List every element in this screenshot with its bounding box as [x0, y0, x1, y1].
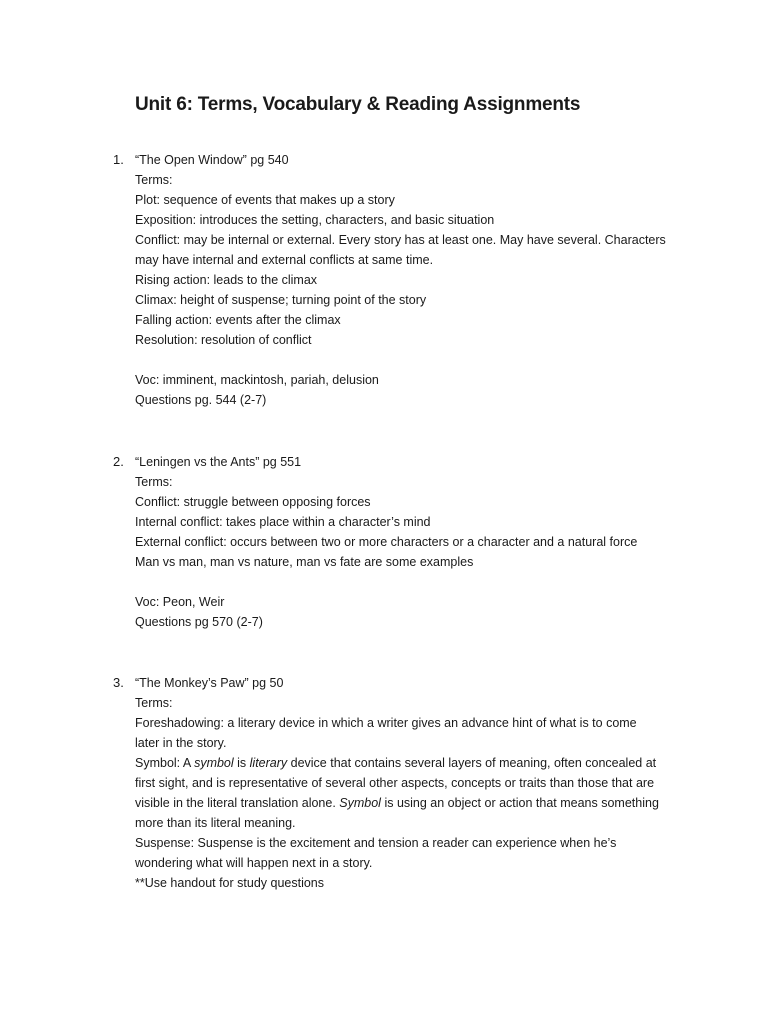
term-exposition: Exposition: introduces the setting, characters, and basic situation: [135, 213, 495, 227]
term-symbol-line-4: more than its literal meaning.: [135, 816, 296, 830]
symbol-line3-prefix: visible in the literal translation alone.: [135, 796, 340, 810]
term-plot: Plot: sequence of events that makes up a story: [135, 193, 395, 207]
conflict-examples: Man vs man, man vs nature, man vs fate are some examples: [135, 555, 474, 569]
terms-label: Terms:: [135, 475, 173, 489]
symbol-line3-italic: Symbol: [339, 796, 381, 810]
page-title: Unit 6: Terms, Vocabulary & Reading Assignments: [135, 94, 581, 115]
term-resolution: Resolution: resolution of conflict: [135, 333, 312, 347]
symbol-rest: device that contains several layers of meaning, often concealed at: [287, 756, 657, 770]
vocabulary-line: Voc: Peon, Weir: [135, 595, 225, 609]
term-foreshadowing-line-2: later in the story.: [135, 736, 227, 750]
term-conflict-line-2: may have internal and external conflicts at same time.: [135, 253, 434, 267]
questions-line: Questions pg. 544 (2-7): [135, 393, 267, 407]
item-content: [135, 452, 695, 632]
term-symbol-line-2: first sight, and is representative of several other aspects, concepts or traits than those that are: [135, 776, 655, 790]
item-content: [135, 150, 695, 410]
term-conflict: Conflict: struggle between opposing forces: [135, 495, 371, 509]
item-heading: “The Open Window” pg 540: [135, 153, 289, 167]
term-external-conflict: External conflict: occurs between two or more characters or a character and a natural force: [135, 535, 638, 549]
item-heading: “Leningen vs the Ants” pg 551: [135, 455, 302, 469]
term-falling-action: Falling action: events after the climax: [135, 313, 341, 327]
item-heading: “The Monkey’s Paw” pg 50: [135, 676, 284, 690]
term-rising-action: Rising action: leads to the climax: [135, 273, 318, 287]
symbol-line3-rest: is using an object or action that means something: [380, 796, 659, 810]
term-internal-conflict: Internal conflict: takes place within a character’s mind: [135, 515, 431, 529]
item-number: 1.: [113, 152, 124, 167]
handout-note: **Use handout for study questions: [135, 876, 325, 890]
questions-line: Questions pg 570 (2-7): [135, 615, 263, 629]
vocabulary-line: Voc: imminent, mackintosh, pariah, delusion: [135, 373, 379, 387]
spacer: [135, 350, 695, 370]
term-foreshadowing-line-1: Foreshadowing: a literary device in which a writer gives an advance hint of what is to come: [135, 716, 637, 730]
terms-label: Terms:: [135, 173, 173, 187]
term-suspense-line-2: wondering what will happen next in a story.: [135, 856, 373, 870]
symbol-prefix: Symbol: A: [135, 756, 195, 770]
symbol-italic-word: symbol: [194, 756, 234, 770]
term-conflict-line-1: Conflict: may be internal or external. Every story has at least one. May have several. Characters: [135, 233, 666, 247]
item-content: [135, 673, 695, 893]
term-symbol-line-3: [135, 793, 695, 813]
symbol-mid: is: [233, 756, 250, 770]
spacer: [135, 572, 695, 592]
term-symbol-line-1: [135, 753, 695, 773]
term-climax: Climax: height of suspense; turning point of the story: [135, 293, 427, 307]
terms-label: Terms:: [135, 696, 173, 710]
item-number: 2.: [113, 454, 124, 469]
literary-italic-word: literary: [249, 756, 288, 770]
item-number: 3.: [113, 675, 124, 690]
term-suspense-line-1: Suspense: Suspense is the excitement and tension a reader can experience when he’s: [135, 836, 617, 850]
